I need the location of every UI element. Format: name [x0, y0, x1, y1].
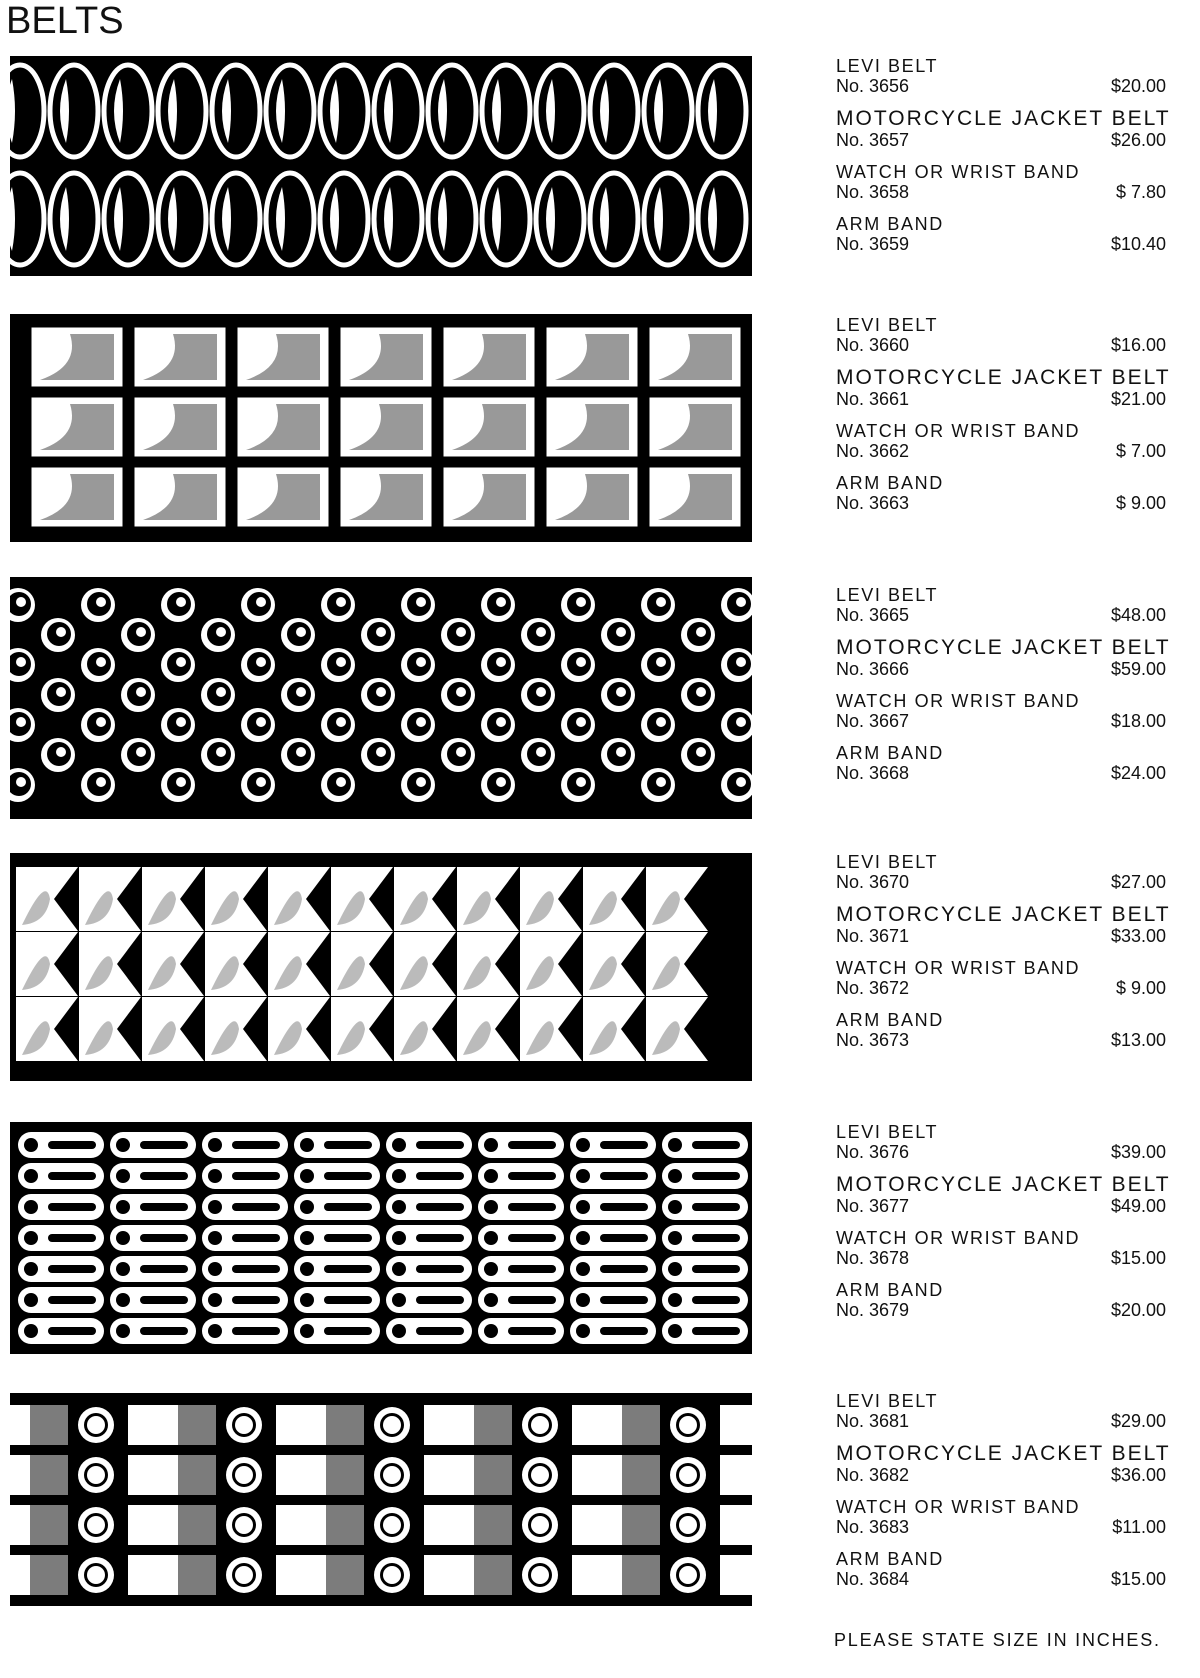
item-price: $13.00 — [1110, 1030, 1166, 1050]
item-number: No. 3677 — [836, 1196, 910, 1216]
item-number: No. 3684 — [836, 1569, 910, 1589]
item-number: No. 3666 — [836, 659, 910, 679]
item-name: LEVI BELT — [836, 852, 939, 872]
price-group — [836, 56, 1171, 266]
item-name: LEVI BELT — [836, 315, 939, 335]
item-price: $11.00 — [1112, 1517, 1166, 1537]
item-number: No. 3683 — [836, 1517, 910, 1537]
price-item — [836, 56, 1166, 96]
item-name: ARM BAND — [836, 473, 944, 493]
price-item — [836, 1442, 1171, 1485]
item-name: LEVI BELT — [836, 56, 939, 76]
item-price: $39.00 — [1110, 1142, 1166, 1162]
price-group — [836, 585, 1171, 795]
item-price: $ 9.00 — [1115, 978, 1166, 998]
item-number: No. 3657 — [836, 130, 910, 150]
item-price: $ 9.00 — [1115, 493, 1166, 513]
item-number: No. 3659 — [836, 234, 910, 254]
item-number: No. 3662 — [836, 441, 910, 461]
item-price: $15.00 — [1110, 1248, 1166, 1268]
item-number: No. 3672 — [836, 978, 910, 998]
belt-image-pyramid-studs — [10, 853, 752, 1081]
item-name: ARM BAND — [836, 1280, 944, 1300]
item-price: $18.00 — [1110, 711, 1166, 731]
item-number: No. 3661 — [836, 389, 910, 409]
item-price: $21.00 — [1110, 389, 1166, 409]
item-price: $33.00 — [1110, 926, 1166, 946]
item-number: No. 3665 — [836, 605, 910, 625]
item-number: No. 3670 — [836, 872, 910, 892]
price-item — [836, 1549, 1166, 1589]
belt-image-crescent-ovals — [10, 56, 752, 276]
item-number: No. 3671 — [836, 926, 910, 946]
item-price: $26.00 — [1110, 130, 1166, 150]
item-name: WATCH OR WRIST BAND — [836, 162, 1081, 182]
item-price: $20.00 — [1110, 1300, 1166, 1320]
item-price: $59.00 — [1110, 659, 1166, 679]
price-group — [836, 315, 1171, 525]
item-number: No. 3660 — [836, 335, 910, 355]
price-item — [836, 1391, 1166, 1431]
price-item — [836, 958, 1166, 998]
item-name: ARM BAND — [836, 214, 944, 234]
price-group — [836, 1391, 1171, 1601]
item-name: LEVI BELT — [836, 1122, 939, 1142]
item-price: $24.00 — [1110, 763, 1166, 783]
item-name: LEVI BELT — [836, 585, 939, 605]
item-name: ARM BAND — [836, 1010, 944, 1030]
belt-image-block-and-ring-studs — [10, 1393, 752, 1606]
item-number: No. 3667 — [836, 711, 910, 731]
item-name: WATCH OR WRIST BAND — [836, 1497, 1081, 1517]
price-item — [836, 1122, 1166, 1162]
item-number: No. 3679 — [836, 1300, 910, 1320]
price-item — [836, 366, 1171, 409]
item-name: MOTORCYCLE JACKET BELT — [836, 366, 1171, 389]
price-item — [836, 1010, 1166, 1050]
price-item — [836, 1173, 1171, 1216]
item-name: ARM BAND — [836, 1549, 944, 1569]
item-price: $15.00 — [1110, 1569, 1166, 1589]
item-name: WATCH OR WRIST BAND — [836, 958, 1081, 978]
price-item — [836, 743, 1166, 783]
item-price: $29.00 — [1110, 1411, 1166, 1431]
item-number: No. 3658 — [836, 182, 910, 202]
item-price: $36.00 — [1110, 1465, 1166, 1485]
item-name: MOTORCYCLE JACKET BELT — [836, 1442, 1171, 1465]
item-price: $20.00 — [1110, 76, 1166, 96]
item-price: $16.00 — [1110, 335, 1166, 355]
item-number: No. 3682 — [836, 1465, 910, 1485]
price-item — [836, 1228, 1166, 1268]
price-item — [836, 636, 1171, 679]
price-item — [836, 903, 1171, 946]
item-name: MOTORCYCLE JACKET BELT — [836, 636, 1171, 659]
price-group — [836, 852, 1171, 1062]
page-title: BELTS — [6, 0, 124, 42]
size-note: PLEASE STATE SIZE IN INCHES. — [834, 1630, 1161, 1650]
item-price: $48.00 — [1110, 605, 1166, 625]
price-item — [836, 107, 1171, 150]
item-price: $10.40 — [1110, 234, 1166, 254]
price-item — [836, 852, 1166, 892]
item-name: MOTORCYCLE JACKET BELT — [836, 107, 1171, 130]
price-item — [836, 315, 1166, 355]
item-name: ARM BAND — [836, 743, 944, 763]
item-number: No. 3673 — [836, 1030, 910, 1050]
price-item — [836, 214, 1166, 254]
item-number: No. 3663 — [836, 493, 910, 513]
price-item — [836, 1280, 1166, 1320]
item-number: No. 3681 — [836, 1411, 910, 1431]
item-name: WATCH OR WRIST BAND — [836, 691, 1081, 711]
item-price: $ 7.00 — [1115, 441, 1166, 461]
item-name: MOTORCYCLE JACKET BELT — [836, 903, 1171, 926]
price-item — [836, 585, 1166, 625]
item-price: $49.00 — [1110, 1196, 1166, 1216]
price-item — [836, 1497, 1166, 1537]
belt-image-round-studs — [10, 577, 752, 819]
item-number: No. 3668 — [836, 763, 910, 783]
price-item — [836, 162, 1166, 202]
price-item — [836, 691, 1166, 731]
item-price: $27.00 — [1110, 872, 1166, 892]
price-item — [836, 421, 1166, 461]
item-number: No. 3676 — [836, 1142, 910, 1162]
item-name: WATCH OR WRIST BAND — [836, 1228, 1081, 1248]
item-name: LEVI BELT — [836, 1391, 939, 1411]
item-number: No. 3656 — [836, 76, 910, 96]
item-number: No. 3678 — [836, 1248, 910, 1268]
price-group — [836, 1122, 1171, 1332]
item-name: WATCH OR WRIST BAND — [836, 421, 1081, 441]
belt-image-square-studs — [10, 314, 752, 542]
belt-image-bar-studs — [10, 1122, 752, 1354]
price-item — [836, 473, 1166, 513]
item-name: MOTORCYCLE JACKET BELT — [836, 1173, 1171, 1196]
item-price: $ 7.80 — [1115, 182, 1166, 202]
